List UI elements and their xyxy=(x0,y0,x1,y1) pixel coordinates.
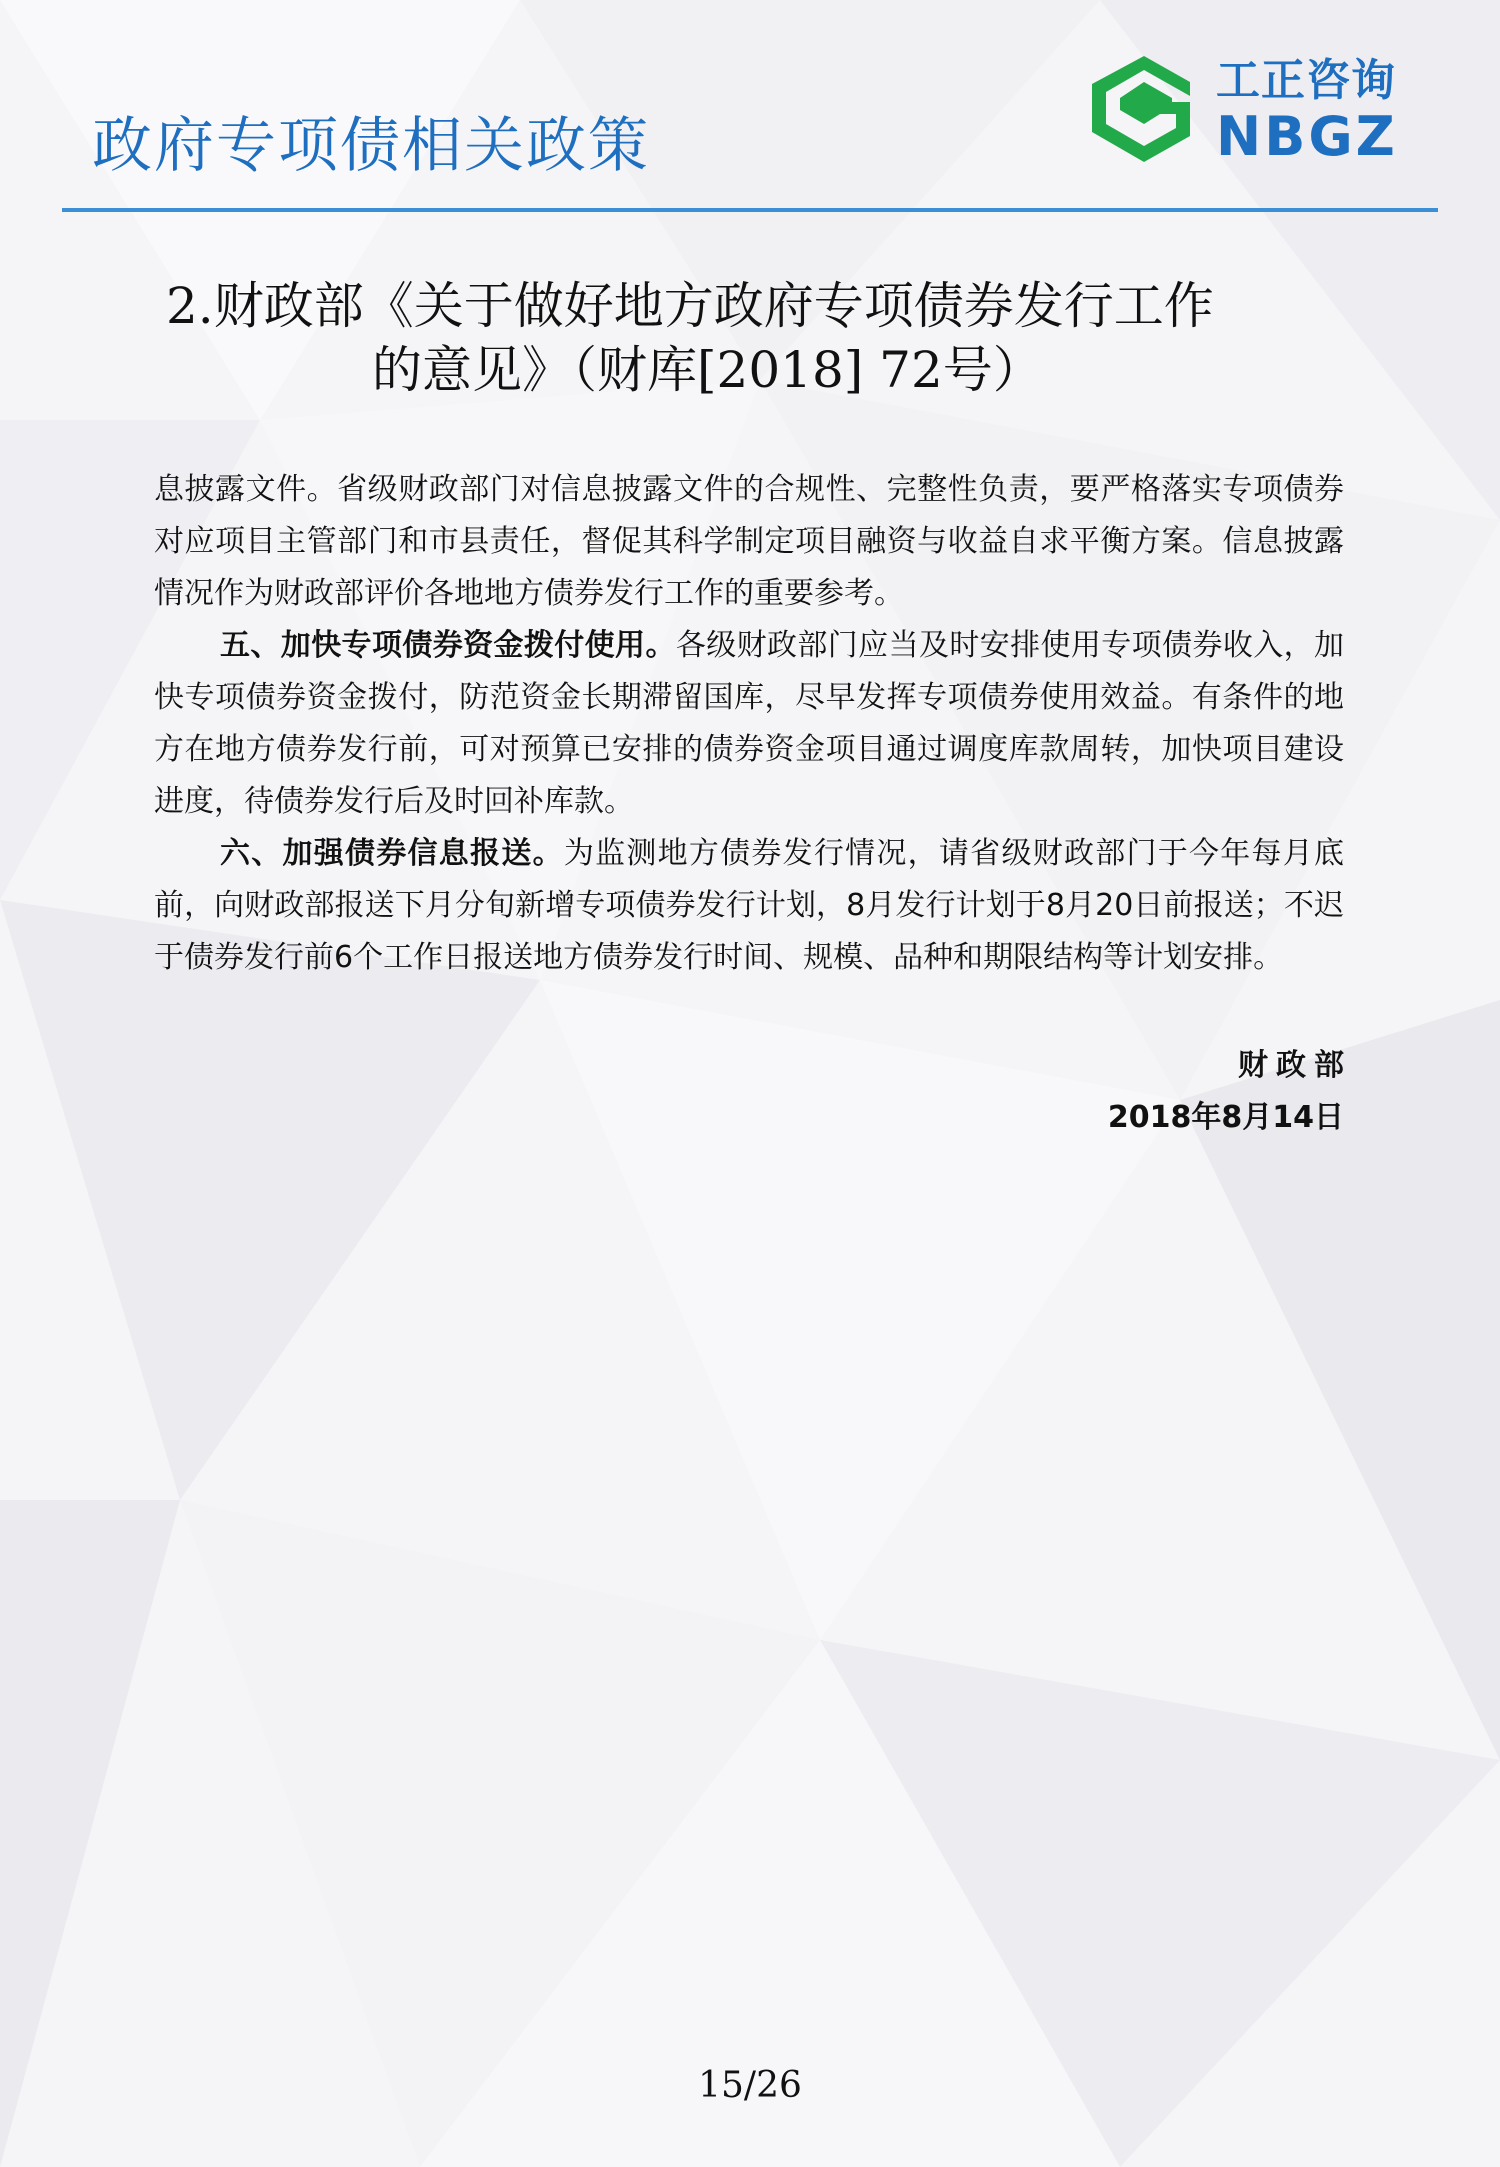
page-number: 15/26 xyxy=(698,2065,802,2106)
signature-org: 财政部 xyxy=(1238,1048,1352,1083)
header-title: 政府专项债相关政策 xyxy=(92,111,650,181)
paragraph-lead: 六、加强债券信息报送。 xyxy=(220,836,564,871)
paragraph-text: 息披露文件。省级财政部门对信息披露文件的合规性、完整性负责，要严格落实专项债券对应项目主管部门和市县责任，督促其科学制定项目融资与收益自求平衡方案。信息披露情况作为财政部评价各地地方债券发行工作的重要参考。 xyxy=(154,472,1344,611)
paragraph xyxy=(154,828,1344,984)
paragraph xyxy=(154,464,1344,620)
company-logo xyxy=(1088,48,1428,166)
paragraph-text: 为监测地方债券发行情况，请省级财政部门于今年每月底前，向财政部报送下月分旬新增专项债券发行计划，8月发行计划于8月20日前报送；不迟于债券发行前6个工作日报送地方债券发行时间、规模、品种和期限结构等计划安排。 xyxy=(154,836,1345,975)
document-title-line-2: 的意见》（财库[2018] 72号） xyxy=(372,341,1043,399)
nbgz-g-logo-icon xyxy=(1088,52,1200,164)
logo-chinese-text: 工正咨询 xyxy=(1216,55,1396,106)
paragraph xyxy=(154,620,1344,828)
document-title-line-1: 2.财政部《关于做好地方政府专项债券发行工作 xyxy=(166,277,1214,335)
logo-english-text: NBGZ xyxy=(1216,105,1398,168)
paragraph-text: 各级财政部门应当及时安排使用专项债券收入，加快专项债券资金拨付，防范资金长期滞留国库，尽早发挥专项债券使用效益。有条件的地方在地方债券发行前，可对预算已安排的债券资金项目通过调度库款周转，加快项目建设进度，待债券发行后及时回补库款。 xyxy=(154,628,1345,819)
paragraph-lead: 五、加快专项债券资金拨付使用。 xyxy=(220,628,676,663)
header-divider xyxy=(62,208,1438,212)
document-title xyxy=(150,274,1350,402)
document-body xyxy=(154,464,1344,984)
signature-block xyxy=(1107,1040,1352,1144)
signature-date: 2018年8月14日 xyxy=(1107,1100,1344,1135)
